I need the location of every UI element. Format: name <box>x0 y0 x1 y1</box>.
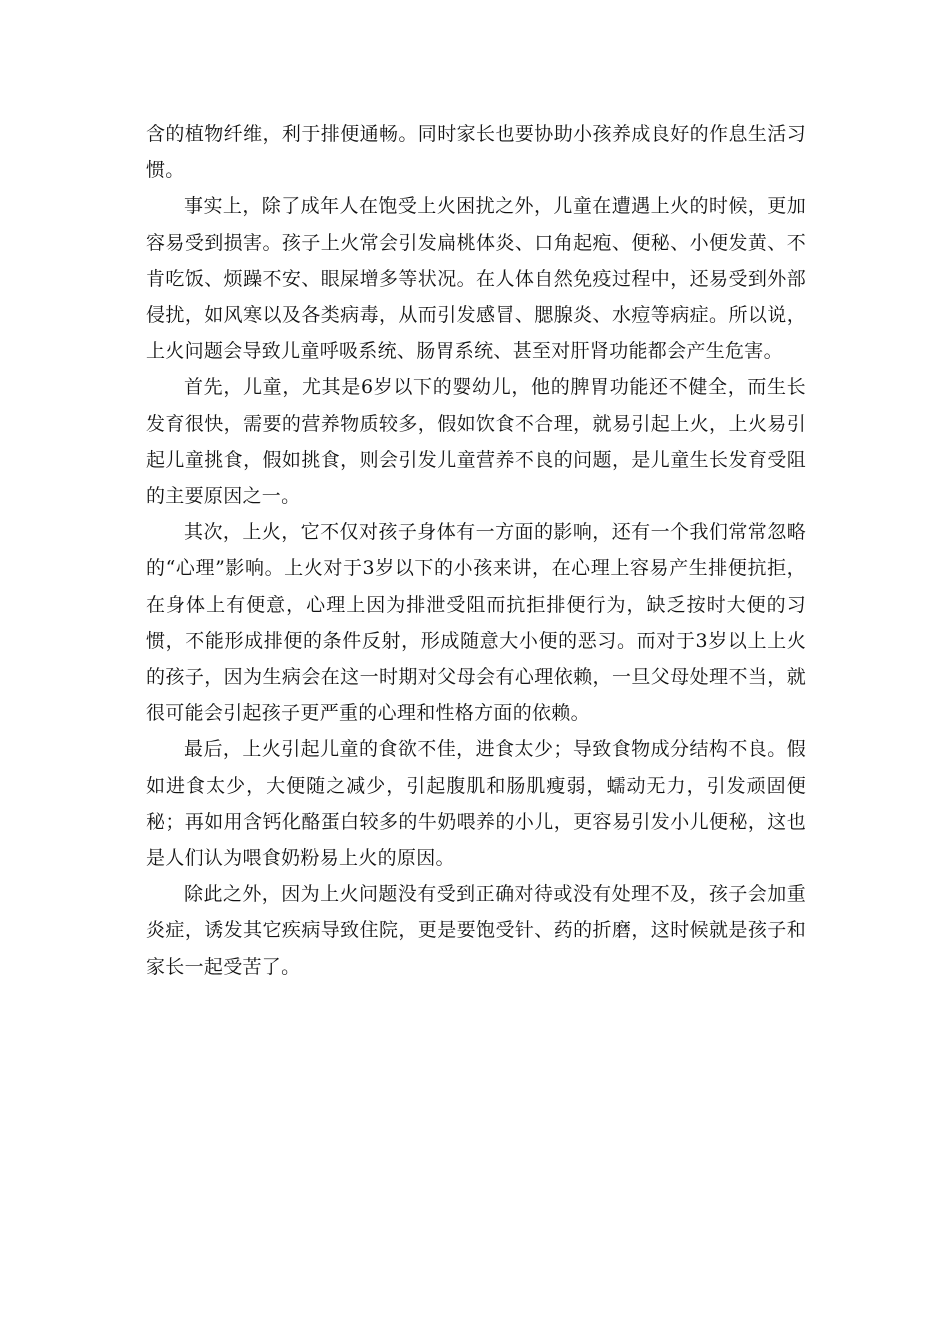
paragraph-children-harm: 事实上，除了成年人在饱受上火困扰之外，儿童在遭遇上火的时候，更加容易受到损害。孩子上火常会引发扁桃体炎、口角起疱、便秘、小便发黄、不肯吃饭、烦躁不安、眼屎增多等状况。在人体自然免疫过程中，还易受到外部侵扰，如风寒以及各类病毒，从而引发感冒、腮腺炎、水痘等病症。所以说，上火问题会导致儿童呼吸系统、肠胃系统、甚至对肝肾功能都会产生危害。 <box>146 195 806 363</box>
paragraph-continuation: 含的植物纤维，利于排便通畅。同时家长也要协助小孩养成良好的作息生活习惯。 <box>146 123 806 182</box>
paragraph-second: 其次，上火，它不仅对孩子身体有一方面的影响，还有一个我们常常忽略的“心理”影响。上火对于3岁以下的小孩来讲，在心理上容易产生排便抗拒，在身体上有便意，心理上因为排泄受阻而抗拒排便行为，缺乏按时大便的习惯，不能形成排便的条件反射，形成随意大小便的恶习。而对于3岁以上上火的孩子，因为生病会在这一时期对父母会有心理依赖，一旦父母处理不当，就很可能会引起孩子更严重的心理和性格方面的依赖。 <box>146 521 806 725</box>
paragraph-first: 首先，儿童，尤其是6岁以下的婴幼儿，他的脾胃功能还不健全，而生长发育很快，需要的营养物质较多，假如饮食不合理，就易引起上火，上火易引起儿童挑食，假如挑食，则会引发儿童营养不良的问题，是儿童生长发育受阻的主要原因之一。 <box>146 376 806 508</box>
paragraph-besides: 除此之外，因为上火问题没有受到正确对待或没有处理不及，孩子会加重炎症，诱发其它疾病导致住院，更是要饱受针、药的折磨，这时候就是孩子和家长一起受苦了。 <box>146 883 806 978</box>
paragraph-last: 最后，上火引起儿童的食欲不佳，进食太少；导致食物成分结构不良。假如进食太少，大便随之减少，引起腹肌和肠肌瘦弱，蠕动无力，引发顽固便秘；再如用含钙化酪蛋白较多的牛奶喂养的小儿，更容易引发小儿便秘，这也是人们认为喂食奶粉易上火的原因。 <box>146 738 806 870</box>
document-body <box>146 116 806 985</box>
